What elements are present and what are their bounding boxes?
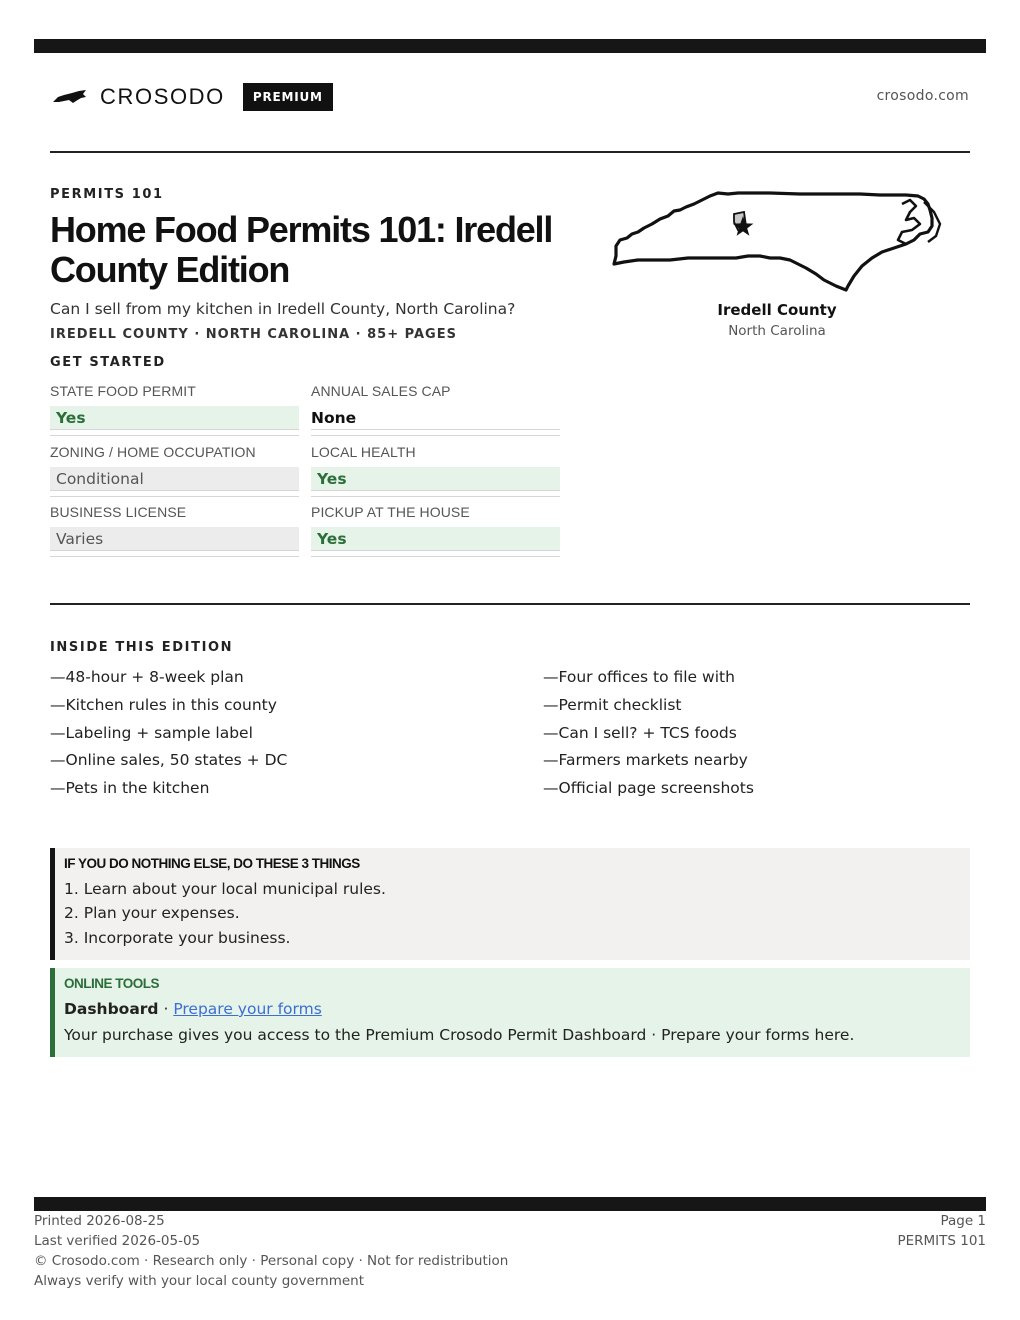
dashboard-line bbox=[64, 1000, 322, 1018]
kicker: PERMITS 101 bbox=[50, 187, 164, 202]
toc-column-right bbox=[543, 665, 983, 804]
list-item: —Four offices to file with bbox=[543, 668, 735, 686]
fact-local-health bbox=[311, 444, 560, 497]
list-item: —Permit checklist bbox=[543, 695, 682, 714]
callout-heading: ONLINE TOOLS bbox=[64, 976, 160, 991]
map-state-label: North Carolina bbox=[728, 323, 826, 339]
list-item: —Can I sell? + TCS foods bbox=[543, 723, 737, 742]
header-divider bbox=[50, 151, 970, 153]
brand-name: CROSODO bbox=[100, 84, 225, 109]
list-item: —Kitchen rules in this county bbox=[50, 695, 277, 714]
fact-zoning bbox=[50, 444, 299, 497]
crosodo-logo-icon bbox=[52, 88, 88, 106]
site-url-link[interactable]: crosodo.com bbox=[876, 88, 969, 104]
fact-label: BUSINESS LICENSE bbox=[50, 504, 187, 520]
top-rule-bar bbox=[34, 39, 986, 53]
callout-heading: IF YOU DO NOTHING ELSE, DO THESE 3 THINGS bbox=[64, 856, 360, 871]
fact-label: ZONING / HOME OCCUPATION bbox=[50, 444, 256, 460]
fact-label: LOCAL HEALTH bbox=[311, 444, 416, 460]
footer-section: PERMITS 101 bbox=[897, 1233, 986, 1249]
disclaimer: Always verify with your local county government bbox=[34, 1273, 364, 1289]
verified-date: Last verified 2026-05-05 bbox=[34, 1233, 201, 1249]
list-item: 1. Learn about your local municipal rules. bbox=[64, 880, 386, 898]
bottom-rule-bar bbox=[34, 1197, 986, 1211]
online-tools-callout bbox=[50, 968, 970, 1057]
list-item: —48-hour + 8-week plan bbox=[50, 668, 244, 686]
prepare-forms-link[interactable]: Prepare your forms bbox=[173, 1000, 322, 1018]
map-county-label: Iredell County bbox=[717, 301, 837, 319]
list-item: —Pets in the kitchen bbox=[50, 779, 210, 798]
page-number: Page 1 bbox=[940, 1213, 986, 1229]
subtitle: Can I sell from my kitchen in Iredell County, North Carolina? bbox=[50, 300, 516, 318]
toc-column-left bbox=[50, 665, 490, 804]
fact-value: Yes bbox=[50, 406, 299, 430]
fact-label: PICKUP AT THE HOUSE bbox=[311, 504, 470, 520]
separator: · bbox=[158, 1000, 174, 1018]
brand[interactable] bbox=[52, 82, 333, 112]
online-tools-body: Your purchase gives you access to the Premium Crosodo Permit Dashboard · Prepare your forms here. bbox=[64, 1026, 855, 1044]
state-map bbox=[610, 186, 944, 296]
fact-pickup bbox=[311, 504, 560, 557]
fact-value: Conditional bbox=[50, 467, 299, 491]
fact-annual-sales-cap bbox=[311, 383, 560, 436]
premium-badge: PREMIUM bbox=[243, 83, 333, 111]
fact-label: ANNUAL SALES CAP bbox=[311, 383, 451, 399]
get-started-heading: GET STARTED bbox=[50, 355, 166, 370]
page-title: Home Food Permits 101: Iredell County Edition bbox=[50, 209, 553, 290]
inside-edition-heading: INSIDE THIS EDITION bbox=[50, 640, 234, 655]
fact-value: Yes bbox=[311, 527, 560, 551]
north-carolina-map bbox=[610, 186, 944, 296]
list-item: 2. Plan your expenses. bbox=[64, 904, 240, 922]
fact-business-license bbox=[50, 504, 299, 557]
list-item: —Online sales, 50 states + DC bbox=[50, 751, 288, 770]
fact-state-food-permit bbox=[50, 383, 299, 436]
fact-value: Varies bbox=[50, 527, 299, 551]
list-item: 3. Incorporate your business. bbox=[64, 929, 291, 947]
must-do-callout bbox=[50, 848, 970, 960]
printed-date: Printed 2026-08-25 bbox=[34, 1213, 165, 1229]
fact-value: None bbox=[311, 406, 560, 430]
fact-value: Yes bbox=[311, 467, 560, 491]
fact-label: STATE FOOD PERMIT bbox=[50, 383, 196, 399]
list-item: —Labeling + sample label bbox=[50, 723, 253, 742]
list-item: —Official page screenshots bbox=[543, 779, 754, 798]
edition-meta: IREDELL COUNTY · NORTH CAROLINA · 85+ PAGES bbox=[50, 327, 457, 342]
copyright: © Crosodo.com · Research only · Personal copy · Not for redistribution bbox=[34, 1253, 509, 1269]
section-divider bbox=[50, 603, 970, 605]
dashboard-label: Dashboard bbox=[64, 1000, 159, 1018]
list-item: —Farmers markets nearby bbox=[543, 751, 748, 770]
